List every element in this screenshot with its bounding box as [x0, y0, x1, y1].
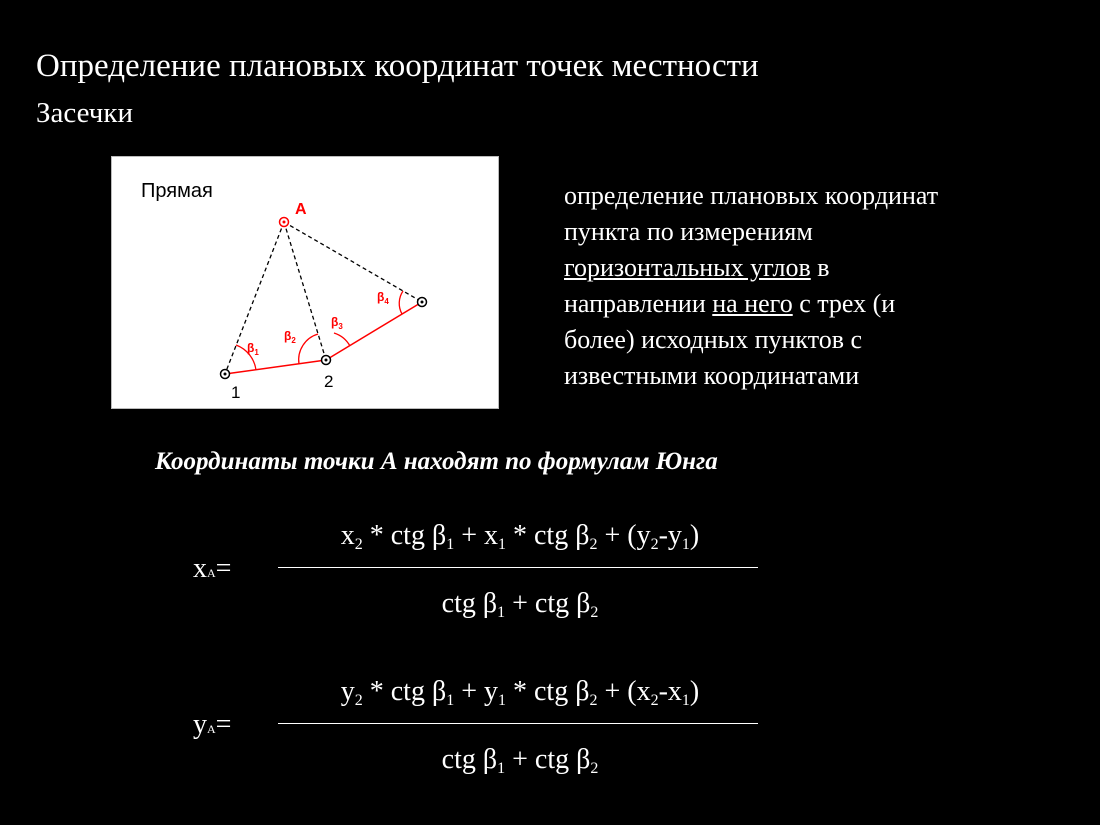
formula-x-numerator: $x_2$ * ctg $\beta_1 + x_1$ * ctg $\beta_2 + (y_2-y_1)$ [340, 520, 700, 553]
angle-label-beta4: $\beta_4$ [377, 290, 389, 306]
description-line: известными координатами [564, 361, 860, 390]
point-a-dot [283, 221, 286, 224]
formula-x-fraction-line [278, 567, 758, 568]
formula-x [0, 520, 1100, 650]
base-line-1-2 [225, 360, 326, 374]
diagram-label: Прямая [141, 180, 213, 202]
description-line: направлении на него с трех (и [564, 289, 896, 318]
underlined-phrase: на него [712, 289, 793, 318]
formula-x-denominator: ctg $\beta_1$ + ctg $\beta_2$ [441, 588, 599, 621]
point-2-dot [325, 359, 328, 362]
point-1-dot [224, 373, 227, 376]
angle-label-beta3: $\beta_3$ [331, 315, 343, 331]
angle-arc-beta2 [299, 334, 318, 364]
method-description [564, 178, 1074, 394]
description-line: пункта по измерениям [564, 217, 813, 246]
point-3-dot [421, 301, 424, 304]
formula-x-lhs: xA= [193, 553, 232, 584]
formula-y-numerator: $y_2$ * ctg $\beta_1 + y_1$ * ctg $\beta_2 + (x_2-x_1)$ [340, 676, 700, 709]
description-line: горизонтальных углов в [564, 253, 830, 282]
point-1-label: 1 [231, 383, 241, 402]
slide-subtitle: Засечки [36, 97, 133, 129]
formula-y [0, 676, 1100, 806]
formula-y-fraction-line [278, 723, 758, 724]
diagram-svg [112, 157, 500, 410]
resection-diagram [111, 156, 499, 409]
point-2-label: 2 [324, 372, 334, 391]
formula-y-lhs: yA= [193, 709, 232, 740]
formulas-heading: Координаты точки А находят по формулам Юнга [155, 448, 718, 475]
base-line-2-3 [326, 302, 422, 360]
underlined-phrase: горизонтальных углов [564, 253, 811, 282]
description-line: более) исходных пунктов с [564, 325, 863, 354]
point-a-label: A [295, 201, 307, 218]
angle-label-beta1: $\beta_1$ [247, 341, 259, 357]
formula-y-denominator: ctg $\beta_1$ + ctg $\beta_2$ [441, 744, 599, 777]
slide-title: Определение плановых координат точек местности [36, 48, 759, 84]
description-line: определение плановых координат [564, 181, 939, 210]
angle-arc-beta3 [334, 333, 350, 346]
angle-label-beta2: $\beta_2$ [284, 329, 296, 345]
angle-arc-beta4 [399, 291, 403, 314]
